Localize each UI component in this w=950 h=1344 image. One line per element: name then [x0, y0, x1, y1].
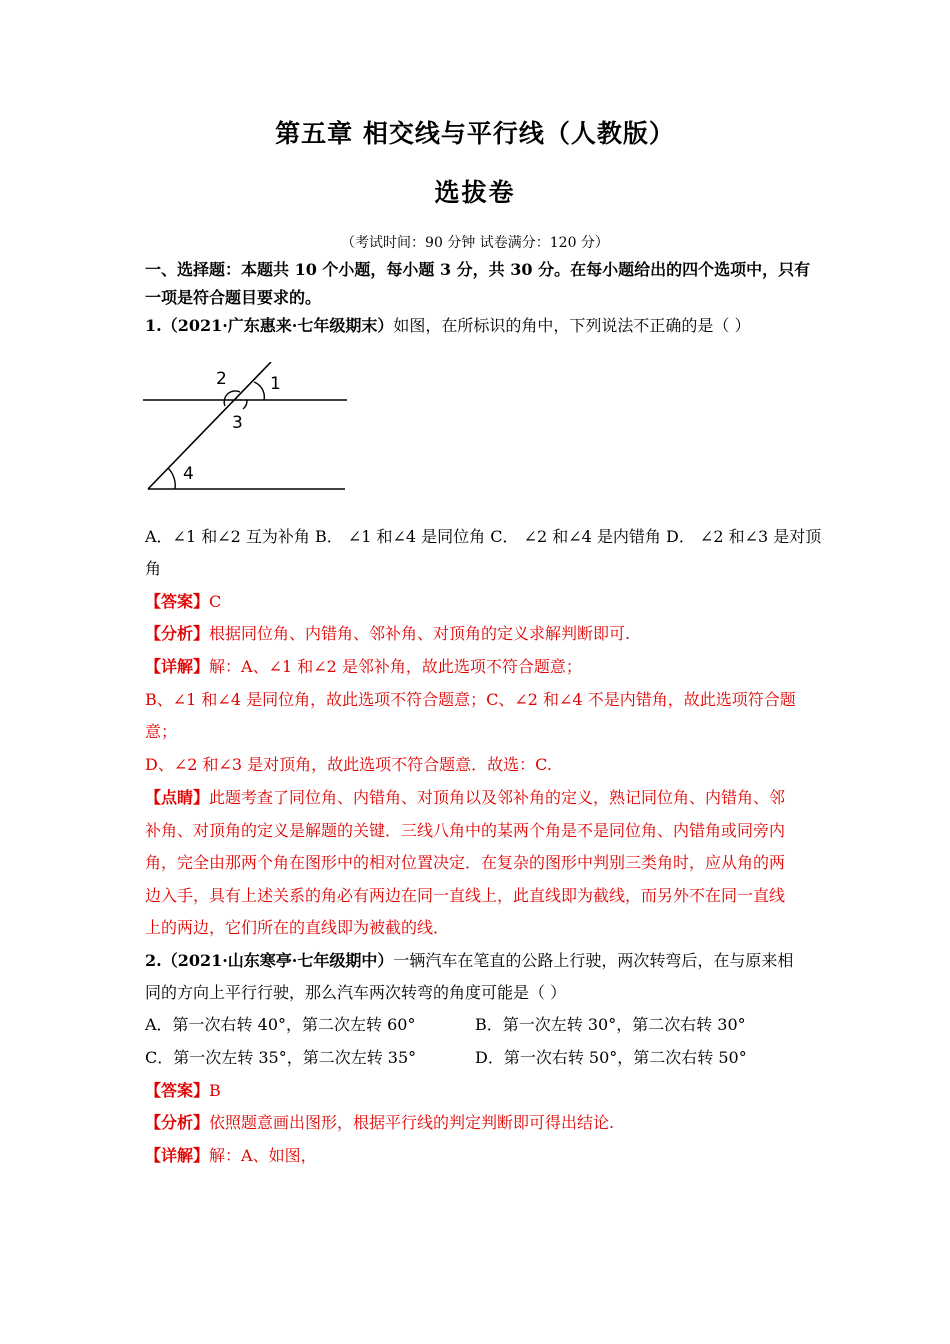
- angle-4-label: 4: [183, 464, 194, 484]
- answer-value: B: [209, 1081, 221, 1100]
- answer-value: C: [209, 592, 222, 611]
- question-2-detail: [145, 1146, 317, 1166]
- section-instructions-line2: 一项是符合题目要求的。: [145, 288, 322, 307]
- answer-tag: 【答案】: [145, 592, 210, 611]
- answer-tag: 【答案】: [145, 1081, 210, 1100]
- question-1-options-line2: 角: [145, 559, 162, 578]
- exam-info: （考试时间：90 分钟 试卷满分：120 分）: [341, 235, 609, 251]
- transversal-line: [148, 362, 271, 489]
- detail-tag: 【详解】: [145, 1146, 210, 1165]
- question-1-answer: [145, 592, 221, 612]
- question-2-option-a: A．第一次右转 40°，第二次左转 60°: [145, 1015, 416, 1034]
- question-2-text-line2: 同的方向上平行行驶，那么汽车两次转弯的角度可能是（ ）: [145, 983, 567, 1002]
- detail-tag: 【详解】: [145, 657, 210, 676]
- question-2-analysis: [145, 1113, 614, 1133]
- angle-3-label: 3: [232, 413, 243, 433]
- analysis-text: 根据同位角、内错角、邻补角、对顶角的定义求解判断即可.: [209, 624, 631, 643]
- analysis-text: 依照题意画出图形，根据平行线的判定判断即可得出结论.: [209, 1113, 615, 1132]
- question-2-option-c: C．第一次左转 35°，第二次左转 35°: [145, 1048, 417, 1067]
- chapter-title: 第五章 相交线与平行线（人教版）: [275, 119, 675, 148]
- comment-line4: 边入手，具有上述关系的角必有两边在同一直线上，此直线即为截线，而另外不在同一直线: [145, 886, 786, 905]
- paper-subtitle: 选拔卷: [434, 178, 516, 207]
- detail-line1: 解：A、∠1 和∠2 是邻补角，故此选项不符合题意；: [209, 657, 582, 676]
- angle-3-arc: [243, 400, 247, 409]
- comment-line3: 角，完全由那两个角在图形中的相对位置决定．在复杂的图形中判别三类角时，应从角的两: [145, 853, 786, 872]
- question-2-answer: [145, 1081, 221, 1101]
- detail-line2: B、∠1 和∠4 是同位角，故此选项不符合题意；C、∠2 和∠4 不是内错角，故此选项符合题: [145, 690, 796, 709]
- question-2: [145, 951, 793, 971]
- question-1-detail: [145, 657, 582, 677]
- question-1: [145, 316, 750, 336]
- angle-1-arc: [254, 382, 264, 400]
- comment-tag: 【点睛】: [145, 788, 210, 807]
- analysis-tag: 【分析】: [145, 624, 210, 643]
- section-instructions-line1: 一、选择题：本题共 10 个小题，每小题 3 分，共 30 分。在每小题给出的四个选项中，只有: [145, 260, 811, 279]
- angle-4-arc: [168, 468, 175, 489]
- question-1-analysis: [145, 624, 630, 644]
- detail-text: 解：A、如图，: [209, 1146, 317, 1165]
- angle-2-label: 2: [216, 369, 227, 389]
- question-2-option-d: D．第一次右转 50°，第二次右转 50°: [475, 1048, 747, 1067]
- comment-line1: 此题考查了同位角、内错角、对顶角以及邻补角的定义，熟记同位角、内错角、邻: [209, 788, 786, 807]
- analysis-tag: 【分析】: [145, 1113, 210, 1132]
- angle-2-arc: [224, 391, 240, 406]
- question-2-source: 2.（2021·山东寒亭·七年级期中）: [145, 951, 394, 970]
- detail-line4: D、∠2 和∠3 是对顶角，故此选项不符合题意．故选：C.: [145, 755, 552, 774]
- question-2-text-line1: 一辆汽车在笔直的公路上行驶，两次转弯后，在与原来相: [393, 951, 794, 970]
- question-1-source: 1.（2021·广东惠来·七年级期末）: [145, 316, 394, 335]
- question-1-text: 如图，在所标识的角中，下列说法不正确的是（ ）: [393, 316, 751, 335]
- detail-line3: 意；: [145, 722, 178, 741]
- comment-line5: 上的两边，它们所在的直线即为被截的线．: [145, 918, 450, 937]
- comment-line2: 补角、对顶角的定义是解题的关键．三线八角中的某两个角是不是同位角、内错角或同旁内: [145, 821, 786, 840]
- angle-1-label: 1: [270, 374, 281, 394]
- question-2-option-b: B．第一次左转 30°，第二次右转 30°: [475, 1015, 746, 1034]
- question-1-comment: [145, 788, 785, 808]
- question-1-options-line1: A．∠1 和∠2 互为补角 B． ∠1 和∠4 是同位角 C． ∠2 和∠4 是内错角 D． ∠2 和∠3 是对顶: [145, 527, 822, 546]
- question-1-figure: [140, 362, 360, 497]
